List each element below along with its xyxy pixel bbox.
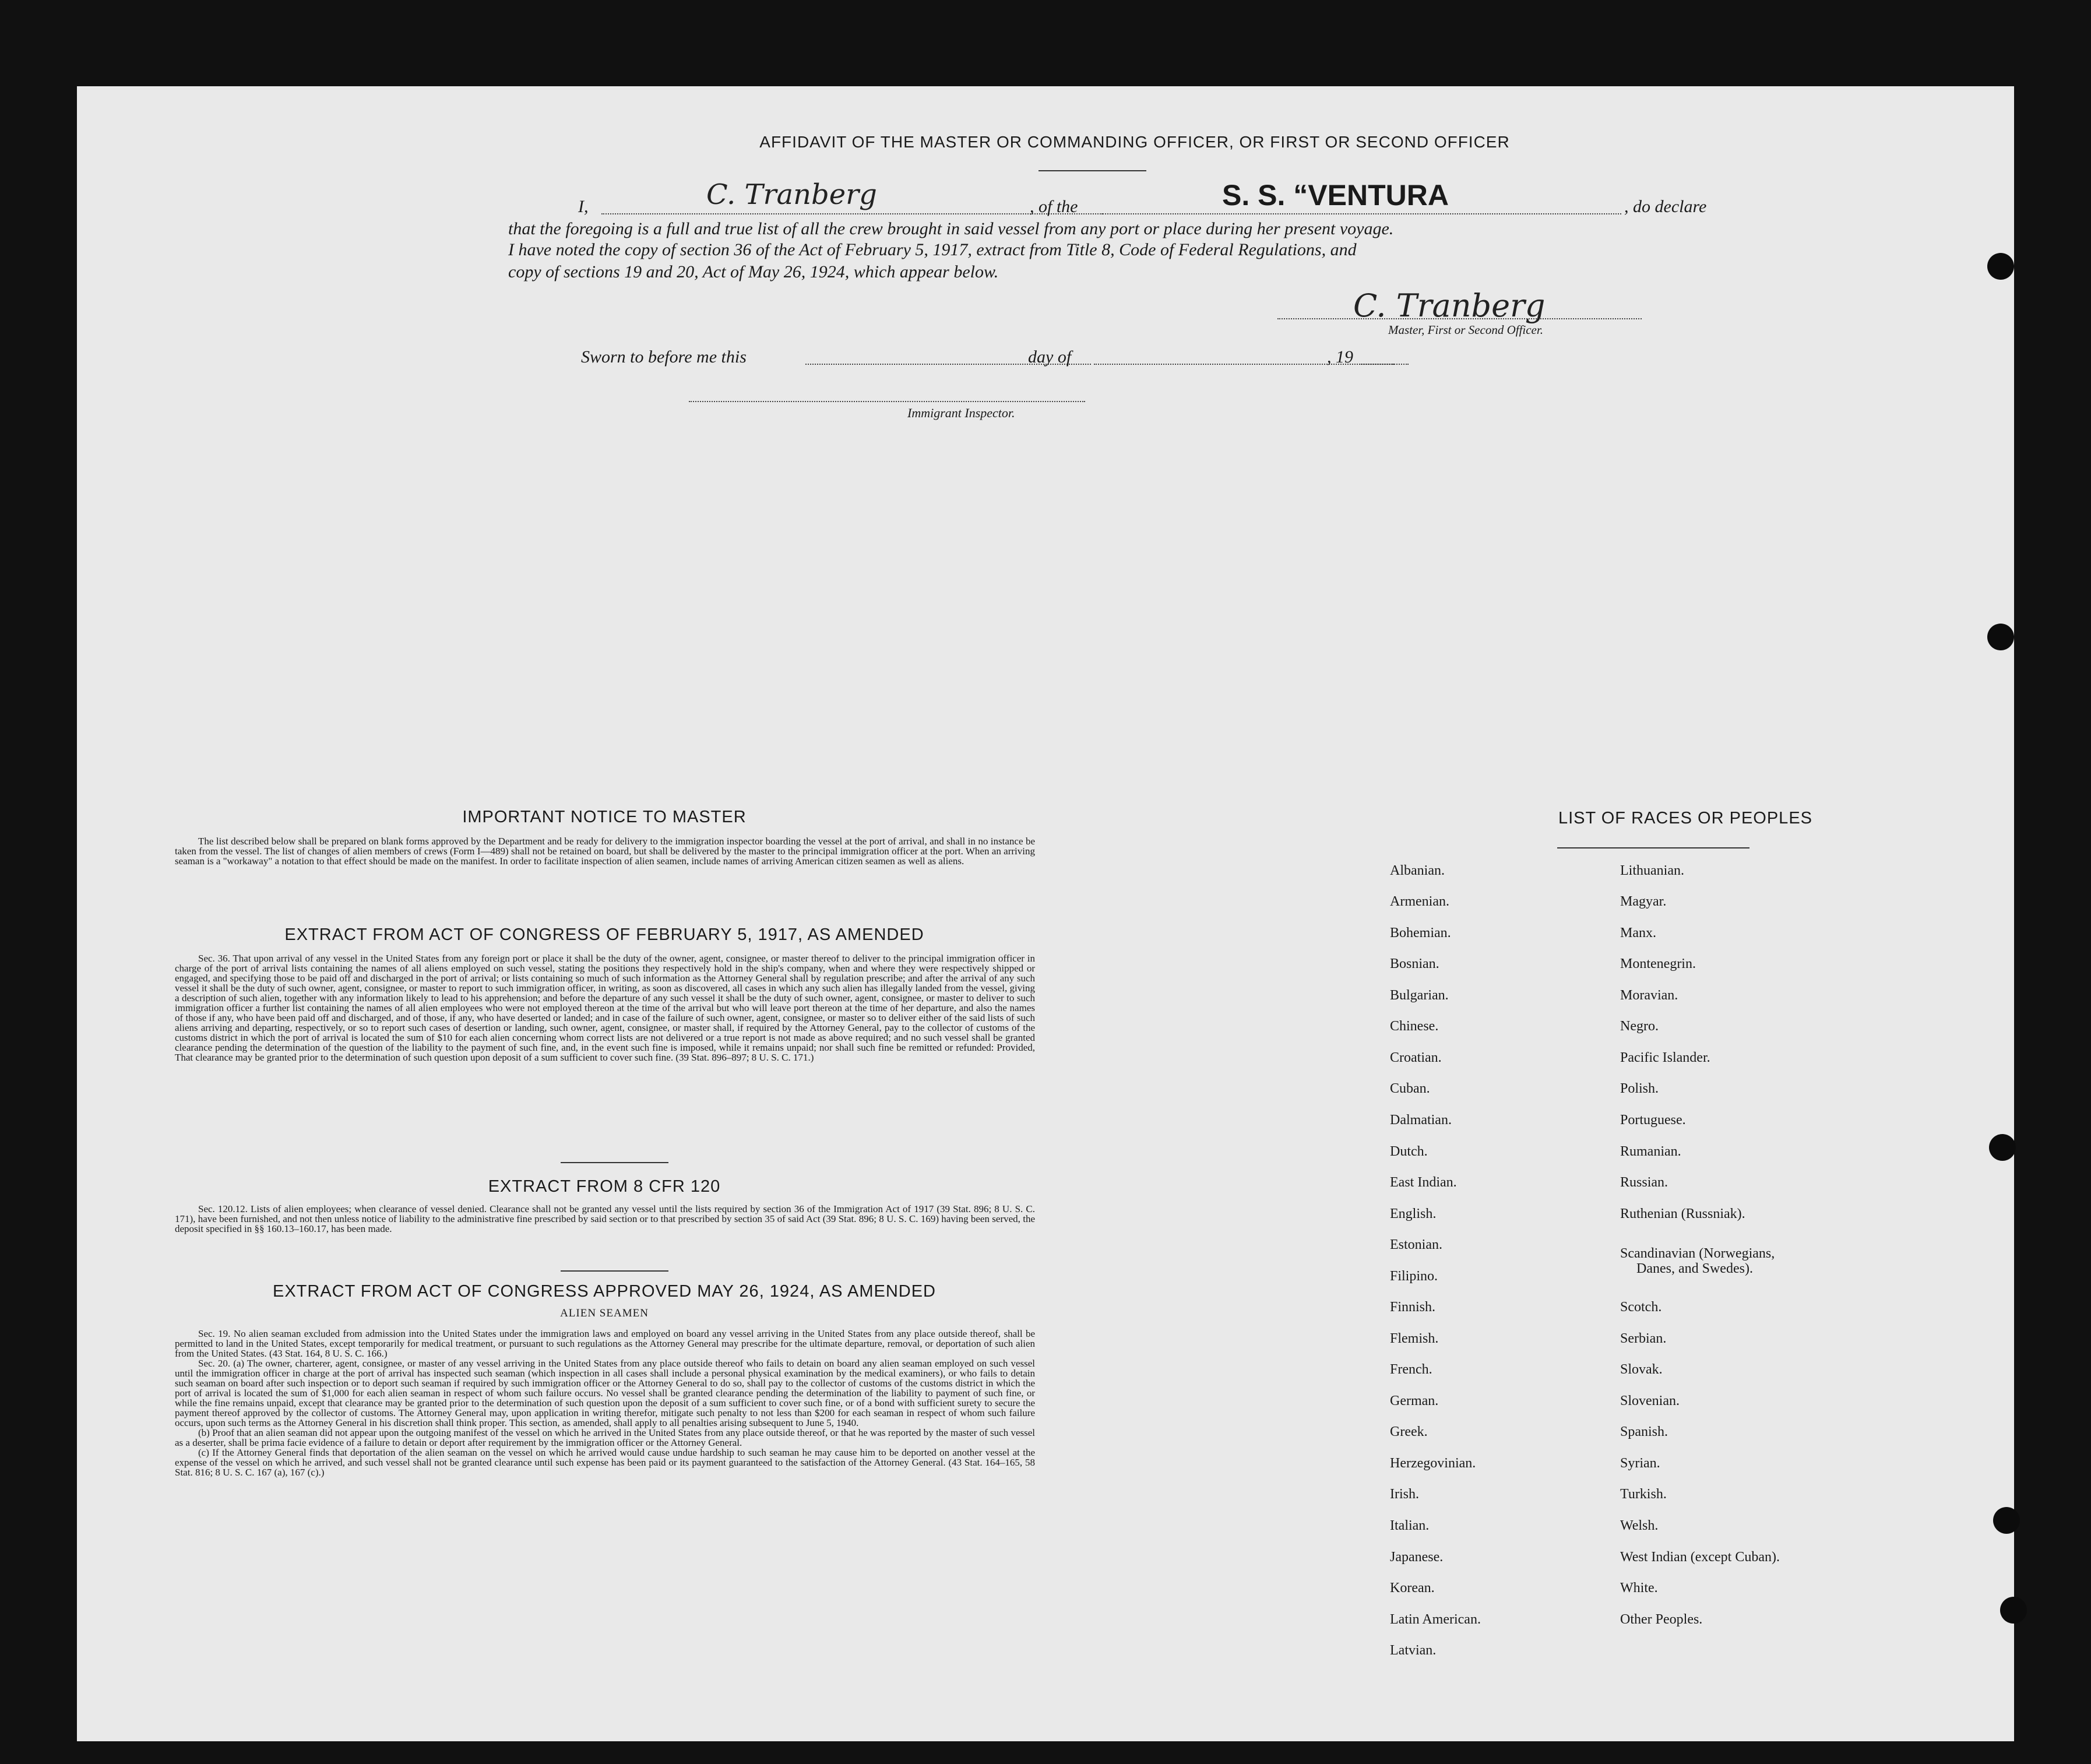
race-item: Slovenian. (1620, 1393, 1680, 1409)
race-item: Finnish. (1390, 1300, 1436, 1315)
race-item: German. (1390, 1393, 1439, 1409)
race-item: Latin American. (1390, 1612, 1481, 1627)
race-item: Croatian. (1390, 1050, 1442, 1065)
declaration-line-2: that the foregoing is a full and true list of all the crew brought in said vessel from any port or place during her present voyage. (508, 219, 1394, 238)
race-item: Spanish. (1620, 1424, 1668, 1439)
race-item: Polish. (1620, 1081, 1659, 1096)
extract-cfr-title: EXTRACT FROM 8 CFR 120 (488, 1177, 721, 1196)
inspector-line (689, 401, 1085, 402)
year-line (1359, 364, 1394, 365)
race-item: Rumanian. (1620, 1144, 1681, 1159)
do-declare-label: , do declare (1624, 197, 1707, 216)
declaration-line-3: I have noted the copy of section 36 of the Act of February 5, 1917, extract from Title 8, Code of Federal Regulations, and (508, 240, 1357, 259)
race-item: Scandinavian (Norwegians, (1620, 1246, 1775, 1261)
race-item: Herzegovinian. (1390, 1456, 1476, 1471)
race-item: Italian. (1390, 1518, 1430, 1533)
race-item: Syrian. (1620, 1456, 1660, 1471)
punch-hole (1993, 1507, 2020, 1534)
race-item: Chinese. (1390, 1019, 1439, 1034)
signature-caption: Master, First or Second Officer. (1388, 323, 1543, 337)
section-36-paragraph: Sec. 36. That upon arrival of any vessel in the United States from any foreign port or place it shall be the duty of the owner, agent, consignee, or master thereof to deliver to the principal immigration officer in charge of the port of arrival lists containing the names of all aliens employed on such vessel, stating the positions they respectively hold in the ship's company, when and where they were respectively shipped or engaged, and specifying those to be paid off and discharged in the port of arrival; or lists containing so much of such information as the Attorney General shall by regulation prescribe; and after the arrival of any such vessel it shall be the duty of such owner, agent, consignee, or master to report to such immigration officer, in writing, as soon as discovered, all cases in which any such alien has illegally landed from the vessel, giving a description of such alien, together with any information likely to lead to his apprehension; and before the departure of any such vessel it shall be the duty of such owner, agent, consignee, or master to deliver to such immigration officer a further list containing the names of all alien employees who were not employed thereon at the time of the arrival but who will leave port thereon at the time of her departure, and also the names of those if any, who have been paid off and discharged, and of those, if any, who have deserted or landed; and in case of the failure of such owner, agent, consignee, or master so to deliver either of the said lists of such aliens arriving and departing, respectively, or so to report such cases of desertion or landing, such owner, agent, consignee, or master shall, if required by the Attorney General, pay to the collector of customs of the customs district in which the port of arrival is located the sum of $10 for each alien concerning whom correct lists are not delivered or a true report is not made as above required; and no such vessel shall be granted clearance pending the determination of the question of the liability to the payment of such fine, and, in the event such fine is imposed, while it remains unpaid; nor shall such fine be remitted or refunded: Provided, That clearance may be granted prior to the determination of such question upon deposit of a sum sufficient to cover such fine. (39 Stat. 896–897; 8 U. S. C. 171.) (175, 953, 1035, 1063)
race-item: Ruthenian (Russniak). (1620, 1206, 1745, 1221)
divider-rule (561, 1270, 668, 1272)
name-line (601, 213, 1103, 214)
race-item: Scotch. (1620, 1300, 1662, 1315)
of-the-label: , of the (1030, 197, 1078, 216)
race-item: Magyar. (1620, 894, 1667, 909)
race-item: Greek. (1390, 1424, 1428, 1439)
race-item: Manx. (1620, 925, 1656, 941)
notice-title: IMPORTANT NOTICE TO MASTER (462, 808, 747, 826)
document-page (77, 86, 2014, 1741)
race-item: Portuguese. (1620, 1112, 1686, 1128)
section-120-paragraph: Sec. 120.12. Lists of alien employees; when clearance of vessel denied. Clearance shall not be granted any vessel until the lists required by section 36 of the Immigration Act of 1917 (39 Stat. 896; 8 U. S. C. 171), have been furnished, and not then unless notice of liability to the administrative fine prescribed by said section or to that prescribed by section 35 of said Act (39 Stat. 896; 8 U. S. C. 169) having been served, the deposit specified in §§ 160.13–160.17, has been made. (175, 1203, 1035, 1234)
inspector-caption: Immigrant Inspector. (907, 406, 1015, 420)
race-item: French. (1390, 1362, 1432, 1377)
master-signature: C. Tranberg (1353, 287, 1546, 324)
race-item: Albanian. (1390, 863, 1445, 878)
race-item: Japanese. (1390, 1550, 1444, 1565)
race-item: Flemish. (1390, 1331, 1439, 1346)
section-20b-paragraph: (b) Proof that an alien seaman did not appear upon the outgoing manifest of the vessel on which he arrived in the United States from any place outside thereof, or that he was reported by the master of such vessel as a deserter, shall be prima facie evidence of a failure to detain or deport after requirement by the immigration officer or the Attorney General. (175, 1427, 1035, 1448)
race-item: West Indian (except Cuban). (1620, 1550, 1780, 1565)
section-20c-paragraph: (c) If the Attorney General finds that deportation of the alien seaman on the vessel on which he arrived would cause undue hardship to such seaman he may cause him to be deported on another vessel at the expense of the vessel on which he arrived, and such vessel shall not be granted clearance until such expense has been paid or its payment guaranteed to the satisfaction of the Attorney General. (43 Stat. 164–165, 58 Stat. 816; 8 U. S. C. 167 (a), 167 (c).) (175, 1447, 1035, 1478)
punch-hole (1989, 1134, 2016, 1161)
extract-cfr-text (175, 1204, 1035, 1234)
extract-1917-text (175, 953, 1035, 1062)
section-19-paragraph: Sec. 19. No alien seaman excluded from admission into the United States under the immigration laws and employed on board any vessel arriving in the United States from any place outside thereof, shall be permitted to land in the United States, except temporarily for medical treatment, or pursuant to such regulations as the Attorney General may prescribe for the ultimate departure, removal, or deportation of such alien from the United States. (43 Stat. 164, 8 U. S. C. 166.) (175, 1328, 1035, 1359)
notice-paragraph: The list described below shall be prepared on blank forms approved by the Department and be ready for delivery to the immigration inspector boarding the vessel at the port of arrival, and shall in no instance be taken from the vessel. The list of changes of alien members of crews (Form I—489) shall not be retained on board, but shall be delivered by the master to the principal immigration officer at the port. When an arriving seaman is a "workaway" a notation to that effect should be made on the manifest. In order to facilitate inspection of alien seamen, include names of arriving American citizen seamen as well as aliens. (175, 836, 1035, 867)
section-20a-paragraph: Sec. 20. (a) The owner, charterer, agent, consignee, or master of any vessel arriving in the United States from any place outside thereof who fails to detain on board any alien seaman employed on such vessel until the immigration officer in charge at the port of arrival has inspected such seaman (which inspection in all cases shall include a personal physical examination by the medical examiners), or who fails to detain such seaman on board after such inspection or to deport such seaman if required by such immigration officer or the Attorney General to do so, shall pay to the collector of customs of the customs district in which the port of arrival is located the sum of $1,000 for each alien seaman in respect of whom such failure occurs. No vessel shall be granted clearance pending the determination of the liability to payment of such fine, or while the fine remains unpaid, except that clearance may be granted prior to the determination of such question upon the deposit of a sum sufficient to cover such fine, or of a bond with sufficient surety to secure the payment thereof approved by the collector of customs. The Attorney General may, upon application in writing therefor, mitigate such penalty to not less than $200 for each seaman in respect of whom such failure occurs, upon such terms as the Attorney General in his discretion shall think proper. This section, as amended, shall apply to all penalties arising subsequent to June 5, 1940. (175, 1358, 1035, 1428)
race-item: Dutch. (1390, 1144, 1428, 1159)
vessel-name: S. S. “VENTURA (1222, 179, 1449, 212)
race-item: Turkish. (1620, 1487, 1667, 1502)
extract-1917-title: EXTRACT FROM ACT OF CONGRESS OF FEBRUARY 5, 1917, AS AMENDED (284, 925, 924, 944)
race-item: Other Peoples. (1620, 1612, 1703, 1627)
i-label: I, (578, 197, 589, 216)
race-item: Dalmatian. (1390, 1112, 1452, 1128)
extract-1924-text (175, 1329, 1035, 1477)
race-item: East Indian. (1390, 1175, 1457, 1190)
race-item: Serbian. (1620, 1331, 1667, 1346)
race-item: Welsh. (1620, 1518, 1659, 1533)
alien-seamen-subtitle: ALIEN SEAMEN (560, 1307, 649, 1319)
race-item: Negro. (1620, 1019, 1659, 1034)
race-item: Slovak. (1620, 1362, 1663, 1377)
punch-hole (1987, 624, 2014, 650)
notice-text (175, 836, 1035, 866)
race-item: English. (1390, 1206, 1437, 1221)
race-item: Filipino. (1390, 1269, 1438, 1284)
sworn-label: Sworn to before me this (581, 347, 747, 367)
race-item: White. (1620, 1580, 1658, 1596)
day-of-label: day of (1028, 347, 1072, 367)
race-item: Lithuanian. (1620, 863, 1684, 878)
master-name-handwritten: C. Tranberg (706, 178, 877, 211)
race-item: Armenian. (1390, 894, 1449, 909)
race-item: Cuban. (1390, 1081, 1430, 1096)
race-item: Russian. (1620, 1175, 1668, 1190)
affidavit-title: AFFIDAVIT OF THE MASTER OR COMMANDING OFFICER, OR FIRST OR SECOND OFFICER (759, 133, 1510, 151)
race-item: Latvian. (1390, 1643, 1437, 1658)
declaration-line-4: copy of sections 19 and 20, Act of May 26, 1924, which appear below. (508, 262, 999, 281)
race-item: Estonian. (1390, 1237, 1442, 1252)
races-title: LIST OF RACES OR PEOPLES (1558, 809, 1813, 828)
race-item: Montenegrin. (1620, 956, 1696, 971)
race-item: Irish. (1390, 1487, 1419, 1502)
race-item: Danes, and Swedes). (1636, 1261, 1753, 1276)
race-item: Pacific Islander. (1620, 1050, 1710, 1065)
race-item: Bulgarian. (1390, 988, 1449, 1003)
punch-hole (1987, 253, 2014, 280)
race-item: Bosnian. (1390, 956, 1439, 971)
year-prefix: , 19 (1327, 347, 1353, 367)
race-item: Korean. (1390, 1580, 1435, 1596)
vessel-line (1103, 213, 1621, 214)
race-item: Moravian. (1620, 988, 1678, 1003)
race-item: Bohemian. (1390, 925, 1451, 941)
races-title-rule (1557, 847, 1749, 848)
punch-hole (2000, 1597, 2027, 1624)
title-rule (1039, 170, 1146, 171)
divider-rule (561, 1162, 668, 1163)
extract-1924-title: EXTRACT FROM ACT OF CONGRESS APPROVED MAY 26, 1924, AS AMENDED (273, 1282, 936, 1301)
